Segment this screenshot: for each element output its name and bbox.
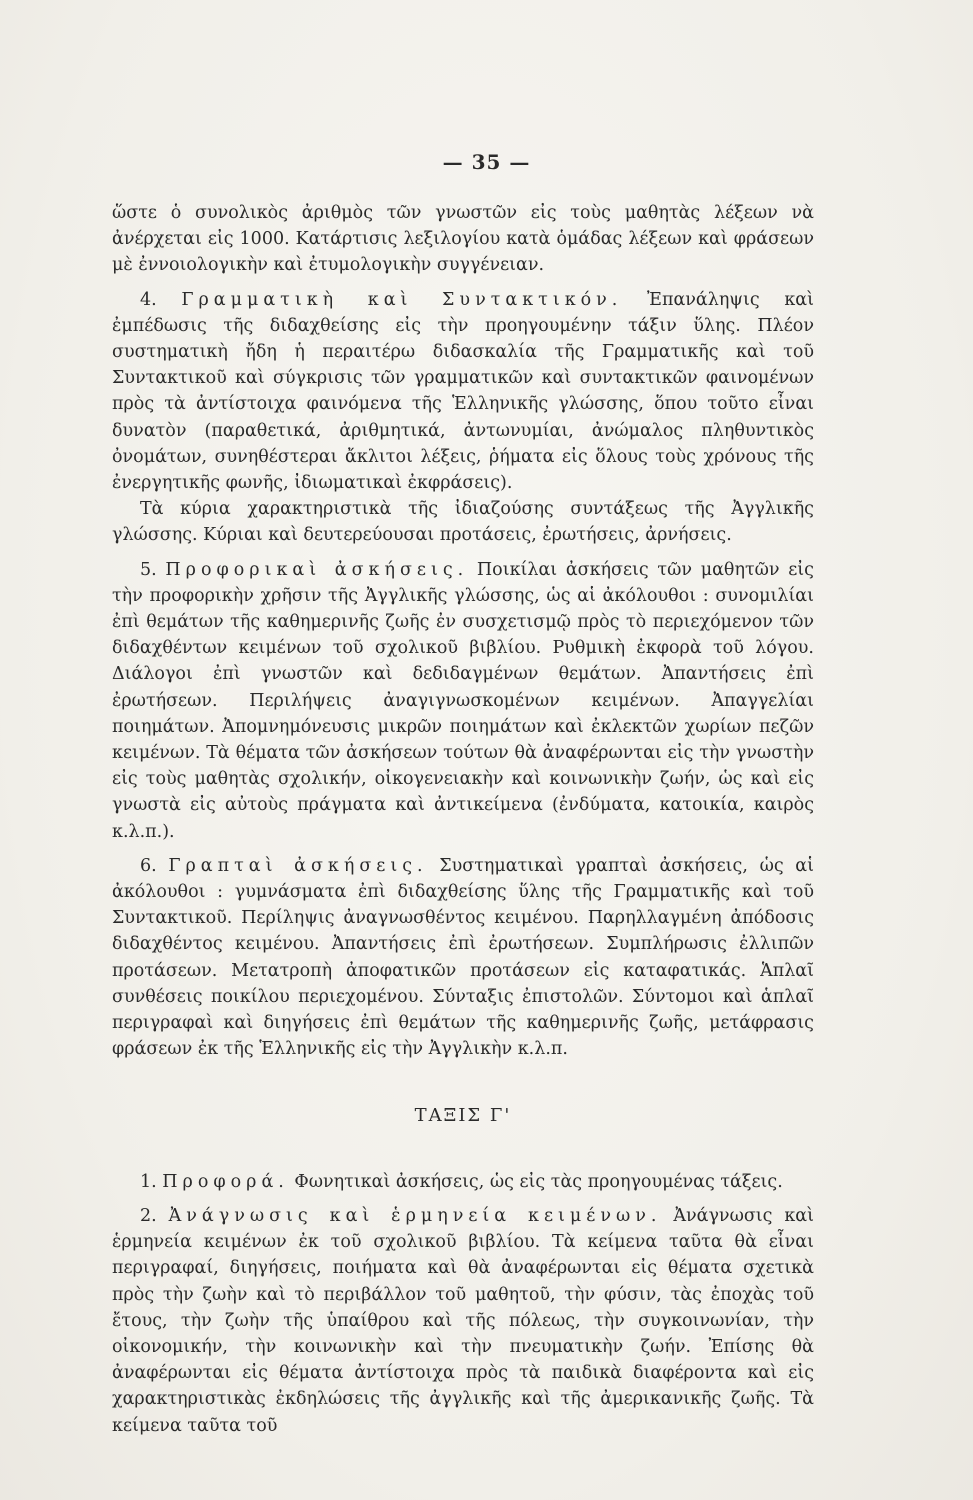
item-heading: Γραμματικὴ καὶ Συντακτικόν. (181, 289, 623, 310)
paragraph-written-exercises (112, 853, 814, 1063)
item-body: Ποικίλαι ἀσκήσεις τῶν μαθητῶν εἰς τὴν προφορικὴν χρῆσιν τῆς Ἀγγλικῆς γλώσσης, ὡς αἱ ἀκόλουθοι : συνομιλίαι ἐπὶ θεμάτων τῆς καθημερινῆς ζωῆς ἐν συσχετισμῷ πρὸς τὸ περιεχόμενον τῶν διδαχθέντων κειμένων τοῦ σχολικοῦ βιβλίου. Ρυθμικὴ ἐκφορὰ τοῦ λόγου. Διάλογοι ἐπὶ γνωστῶν καὶ δεδιδαγμένων θεμάτων. Ἀπαντήσεις ἐπὶ ἐρωτήσεων. Περιλήψεις ἀναγιγνωσκομένων κειμένων. Ἀπαγγελίαι ποιημάτων. Ἀπομνημόνευσις μικρῶν ποιημάτων καὶ ἐκλεκτῶν χωρίων πεζῶν κειμένων. Τὰ θέματα τῶν ἀσκήσεων τούτων θὰ ἀναφέρωνται εἰς τὴν γνωστὴν εἰς τοὺς μαθητὰς σχολικήν, οἰκογενειακὴν καὶ κοινωνικὴν ζωήν, ὡς καὶ εἰς γνωστὰ εἰς αὐτοὺς πράγματα καὶ ἀντικείμενα (ἐνδύματα, κατοικία, καιρὸς κ.λ.π.). (112, 559, 814, 842)
item-number: 5. (140, 559, 157, 580)
item-body: Φωνητικαὶ ἀσκήσεις, ὡς εἰς τὰς προηγουμένας τάξεις. (294, 1171, 783, 1192)
item-heading: Γραπταὶ ἀσκήσεις. (168, 855, 428, 876)
item-number: 2. (140, 1205, 157, 1226)
item-body: Συστηματικαὶ γραπταὶ ἀσκήσεις, ὡς αἱ ἀκόλουθοι : γυμνάσματα ἐπὶ διδαχθείσης ὕλης τῆς Γραμματικῆς καὶ τοῦ Συντακτικοῦ. Περίληψις ἀναγνωσθέντος κειμένου. Παρηλλαγμένη ἀπόδοσις διδαχθέντος κειμένου. Ἀπαντήσεις ἐπὶ ἐρωτήσεων. Συμπλήρωσις ἐλλιπῶν προτάσεων. Μετατροπὴ ἀποφατικῶν προτάσεων εἰς καταφατικάς. Ἁπλαῖ συνθέσεις ποικίλου περιεχομένου. Σύνταξις ἐπιστολῶν. Σύντομοι καὶ ἁπλαῖ περιγραφαὶ καὶ διηγήσεις ἐπὶ θεμάτων τῆς καθημερινῆς ζωῆς, μετάφρασις φράσεων ἐκ τῆς Ἑλληνικῆς εἰς τὴν Ἀγγλικὴν κ.λ.π. (112, 855, 814, 1060)
item-body: Ἀνάγνωσις καὶ ἑρμηνεία κειμένων ἐκ τοῦ σχολικοῦ βιβλίου. Τὰ κείμενα ταῦτα θὰ εἶναι περιγραφαί, διηγήσεις, ποιήματα καὶ θὰ ἀναφέρωνται εἰς θέματα σχετικὰ πρὸς τὴν ζωὴν καὶ τὸ περιβάλλον τοῦ μαθητοῦ, τὴν φύσιν, τὰς ἐποχὰς τοῦ ἔτους, τὴν ζωὴν τῆς ὑπαίθρου καὶ τῆς πόλεως, τὴν συγκοινωνίαν, τὴν οἰκονομικήν, τὴν κοινωνικὴν καὶ τὴν πνευματικὴν ζωήν. Ἐπίσης θὰ ἀναφέρωνται εἰς θέματα ἀντίστοιχα πρὸς τὰ παιδικὰ διαφέροντα καὶ εἰς χαρακτηριστικὰς ἐκδηλώσεις τῆς ἀγγλικῆς καὶ τῆς ἀμερικανικῆς ζωῆς. Τὰ κείμενα ταῦτα τοῦ (112, 1205, 814, 1436)
page-body (112, 200, 814, 1439)
item-heading: Ἀνάγνωσις καὶ ἑρμηνεία κειμένων. (168, 1205, 662, 1226)
paragraph-reading (112, 1203, 814, 1439)
paragraph-grammar (112, 287, 814, 497)
item-number: 1. (140, 1171, 157, 1192)
page-number: — 35 — (442, 150, 531, 174)
item-heading: Προφορικαὶ ἀσκήσεις. (165, 559, 469, 580)
paragraph-oral-exercises (112, 557, 814, 845)
section-title: ΤΑΞΙΣ Γ' (414, 1104, 512, 1126)
paragraph-vocabulary: ὥστε ὁ συνολικὸς ἀριθμὸς τῶν γνωστῶν εἰς τοὺς μαθητὰς λέξεων νὰ ἀνέρχεται εἰς 1000. Κατάρτισις λεξιλογίου κατὰ ὁμάδας λέξεων καὶ φράσεων μὲ ἐννοιολογικὴν καὶ ἐτυμολογικὴν συγγένειαν. (112, 203, 814, 276)
item-body: Ἐπανάληψις καὶ ἐμπέδωσις τῆς διδαχθείσης εἰς τὴν προηγουμένην τάξιν ὕλης. Πλέον συστηματικὴ ἤδη ἡ περαιτέρω διδασκαλία τῆς Γραμματικῆς καὶ τοῦ Συντακτικοῦ καὶ σύγκρισις τῶν γραμματικῶν καὶ συντακτικῶν φαινομένων πρὸς τὰ ἀντίστοιχα φαινόμενα τῆς Ἑλληνικῆς γλώσσης, ὅπου τοῦτο εἶναι δυνατὸν (παραθετικά, ἀριθμητικά, ἀντωνυμίαι, ἀνώμαλος πληθυντικὸς ὀνομάτων, συνηθέστεραι ἄκλιτοι λέξεις, ῥήματα εἰς ὅλους τοὺς χρόνους τῆς ἐνεργητικῆς φωνῆς, ἰδιωματικαὶ ἐκφράσεις). (112, 289, 814, 494)
paragraph-syntax: Τὰ κύρια χαρακτηριστικὰ τῆς ἰδιαζούσης συντάξεως τῆς Ἀγγλικῆς γλώσσης. Κύριαι καὶ δευτερεύουσαι προτάσεις, ἐρωτήσεις, ἀρνήσεις. (112, 499, 814, 546)
item-number: 6. (140, 855, 157, 876)
paragraph-pronunciation (112, 1169, 814, 1195)
item-heading: Προφορά. (162, 1171, 289, 1192)
item-number: 4. (140, 289, 157, 310)
